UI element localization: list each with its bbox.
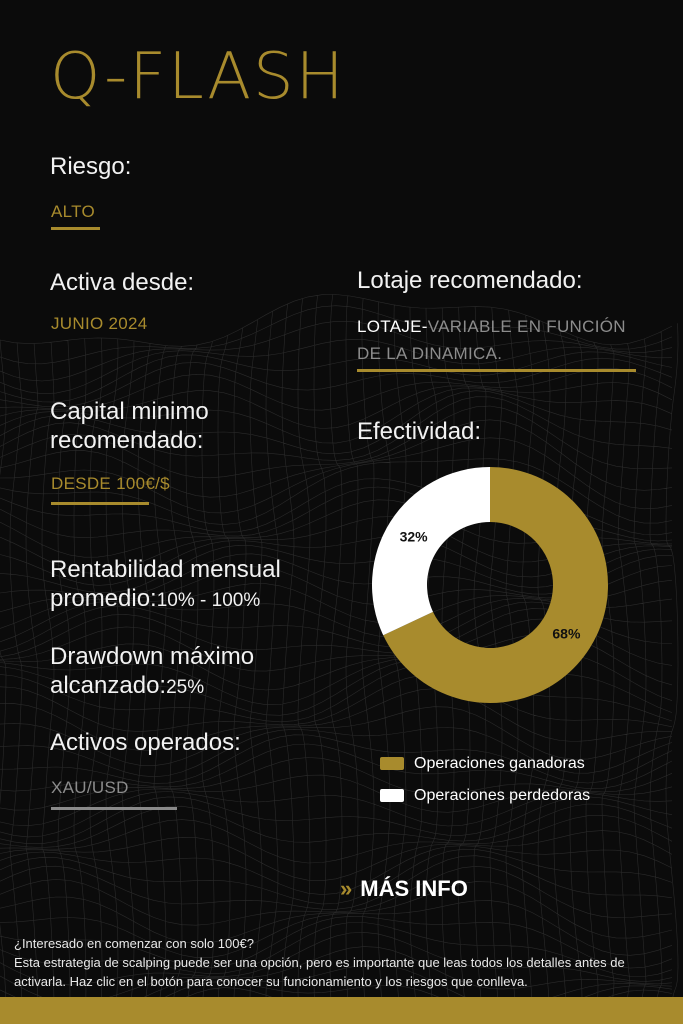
drawdown-label-line2: alcanzado: [50,672,167,699]
legend-item-ganadoras [380,752,590,776]
activa-desde-value: JUNIO 2024 [51,314,148,333]
activa-desde-label: Activa desde: [50,269,195,296]
legend-label-perdedoras: Operaciones perdedoras [414,787,591,804]
lotaje-value-line2: DE LA DINAMICA. [357,344,503,363]
riesgo-label: Riesgo: [50,153,132,180]
lotaje-value-line1: VARIABLE EN FUNCIÓN [427,317,626,336]
activos-value: XAU/USD [51,778,129,797]
data-label-perdedoras: 32% [399,528,428,545]
capital-label-line1: Capital minimo [50,398,209,425]
drawdown-value: 25% [166,677,205,698]
lotaje-value-strong: LOTAJE- [357,317,428,336]
activos-underline [51,807,177,810]
bottom-accent-bar [0,997,683,1024]
footer-description [14,934,674,991]
capital-label-line2: recomendado: [50,427,204,454]
legend-swatch-ganadoras [380,757,404,770]
data-label-ganadoras: 68% [552,625,581,642]
riesgo-value: ALTO [51,202,96,221]
legend-item-perdedoras [380,784,590,808]
activos-label: Activos operados: [50,729,241,756]
efectividad-donut-chart [360,455,620,715]
footer-line1: ¿Interesado en comenzar con solo 100€? [14,936,254,951]
lotaje-underline [357,369,636,372]
drawdown-block [50,642,254,702]
donut-slice-perdedoras [372,467,490,635]
capital-value: DESDE 100€/$ [51,474,170,493]
riesgo-underline [51,227,100,230]
rentabilidad-block [50,555,281,615]
capital-underline [51,502,149,505]
capital-label [50,397,209,455]
drawdown-label-line1: Drawdown máximo [50,643,255,670]
mas-info-button[interactable] [340,876,468,902]
lotaje-value [357,313,626,367]
chart-legend [380,752,590,808]
efectividad-label: Efectividad: [357,418,482,445]
mas-info-label: MÁS INFO [360,876,468,901]
legend-label-ganadoras: Operaciones ganadoras [414,755,585,772]
page-title: Q-FLASH [50,40,346,114]
footer-line2: Esta estrategia de scalping puede ser una opción, pero es importante que leas todos los detalles antes de activarla. Haz clic en el botón para conocer su funcionamiento y los riesgos que conlleva. [14,955,625,989]
legend-swatch-perdedoras [380,789,404,802]
rentabilidad-label-line1: Rentabilidad mensual [50,556,281,583]
double-chevron-right-icon: » [340,876,353,901]
rentabilidad-value: 10% - 100% [156,590,261,611]
lotaje-label: Lotaje recomendado: [357,267,583,294]
rentabilidad-label-line2: promedio: [50,585,157,612]
